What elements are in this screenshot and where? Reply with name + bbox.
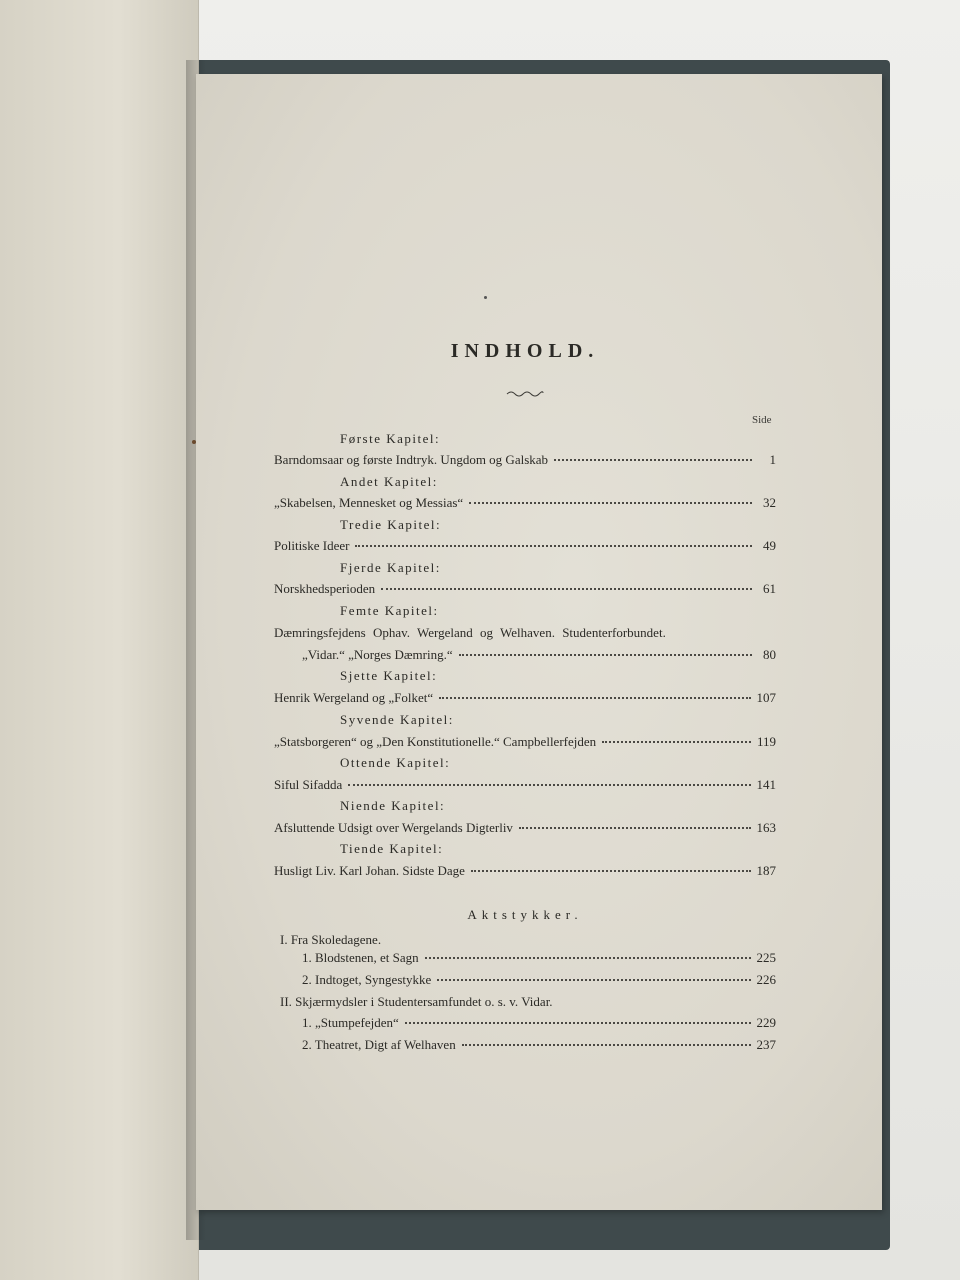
chapter-heading: Femte Kapitel:	[340, 603, 439, 618]
toc-entry-page: 119	[756, 734, 776, 749]
dot-leader	[405, 1022, 751, 1024]
page-speck	[192, 440, 196, 444]
toc-entry-page: 163	[756, 820, 776, 835]
toc-entry	[274, 734, 776, 752]
dot-leader	[519, 827, 751, 829]
toc-entry-page: 61	[763, 581, 776, 596]
toc-entry-page: 225	[756, 950, 776, 965]
toc-entry-page: 32	[763, 495, 776, 510]
toc-entry-title: „Vidar.“ „Norges Dæmring.“	[302, 647, 453, 662]
toc-entry-title: „Statsborgeren“ og „Den Konstitutionelle.“ Campbellerfejden	[274, 734, 597, 749]
toc-entry	[302, 1037, 776, 1055]
toc-entry-page: 107	[756, 690, 776, 705]
left-page	[0, 0, 199, 1280]
toc-entry-title: Afsluttende Udsigt over Wergelands Digterliv	[274, 820, 513, 835]
toc-entry	[302, 647, 776, 665]
chapter-heading: Andet Kapitel:	[340, 474, 438, 489]
toc-entry-title: Barndomsaar og første Indtryk. Ungdom og Galskab	[274, 452, 549, 467]
toc-entry-page: 1	[769, 452, 776, 467]
dot-leader	[439, 697, 750, 699]
toc-entry	[274, 820, 776, 838]
appendix-group-label: I. Fra Skoledagene.	[280, 932, 382, 947]
toc-entry	[274, 777, 776, 795]
appendix-heading: Aktstykker.	[467, 907, 583, 922]
toc-entry	[274, 863, 776, 881]
toc-entry-title: Henrik Wergeland og „Folket“	[274, 690, 434, 705]
chapter-heading: Niende Kapitel:	[340, 798, 446, 813]
toc-entry-page: 226	[756, 972, 776, 987]
toc-entry-title: 1. Blodstenen, et Sagn	[302, 950, 419, 965]
page-column-header: Side	[752, 414, 772, 426]
dot-leader	[471, 870, 751, 872]
toc-entry	[302, 1015, 776, 1033]
toc-entry-title: Siful Sifadda	[274, 777, 343, 792]
toc-entry-title: „Skabelsen, Mennesket og Messias“	[274, 495, 464, 510]
toc-entry	[274, 581, 776, 599]
toc-entry-page: 49	[763, 538, 776, 553]
chapter-heading: Syvende Kapitel:	[340, 712, 454, 727]
title-flourish	[505, 388, 545, 398]
page-title: INDHOLD.	[450, 340, 600, 362]
dot-leader	[462, 1044, 751, 1046]
chapter-heading: Første Kapitel:	[340, 431, 441, 446]
dot-leader	[355, 545, 752, 547]
toc-entry-line: Dæmringsfejdens Ophav. Wergeland og Welhaven. Studenterforbundet.	[274, 625, 666, 640]
dot-leader	[459, 654, 752, 656]
chapter-heading: Fjerde Kapitel:	[340, 560, 441, 575]
toc-entry	[274, 538, 776, 556]
dot-leader	[437, 979, 750, 981]
dot-leader	[602, 741, 751, 743]
toc-entry-title: Norskhedsperioden	[274, 581, 376, 596]
chapter-heading: Tredie Kapitel:	[340, 517, 442, 532]
toc-entry-title: Politiske Ideer	[274, 538, 350, 553]
toc-entry-title: Husligt Liv. Karl Johan. Sidste Dage	[274, 863, 465, 878]
toc-entry	[274, 690, 776, 708]
toc-entry	[302, 972, 776, 990]
toc-entry-page: 141	[756, 777, 776, 792]
toc-entry	[274, 452, 776, 470]
dot-leader	[554, 459, 752, 461]
toc-entry-title: 2. Theatret, Digt af Welhaven	[302, 1037, 456, 1052]
dot-leader	[348, 784, 750, 786]
dot-leader	[469, 502, 752, 504]
toc-entry-page: 229	[756, 1015, 776, 1030]
chapter-heading: Tiende Kapitel:	[340, 841, 444, 856]
toc-entry-page: 80	[763, 647, 776, 662]
toc-entry	[302, 950, 776, 968]
appendix-group-label: II. Skjærmydsler i Studentersamfundet o. s. v. Vidar.	[280, 994, 553, 1009]
dot-leader	[425, 957, 751, 959]
dot-leader	[381, 588, 752, 590]
toc-entry-page: 237	[756, 1037, 776, 1052]
page-speck	[484, 296, 487, 299]
toc-entry-page: 187	[756, 863, 776, 878]
toc-entry	[274, 495, 776, 513]
chapter-heading: Ottende Kapitel:	[340, 755, 451, 770]
chapter-heading: Sjette Kapitel:	[340, 668, 438, 683]
toc-entry-title: 1. „Stumpefejden“	[302, 1015, 399, 1030]
toc-entry-title: 2. Indtoget, Syngestykke	[302, 972, 432, 987]
